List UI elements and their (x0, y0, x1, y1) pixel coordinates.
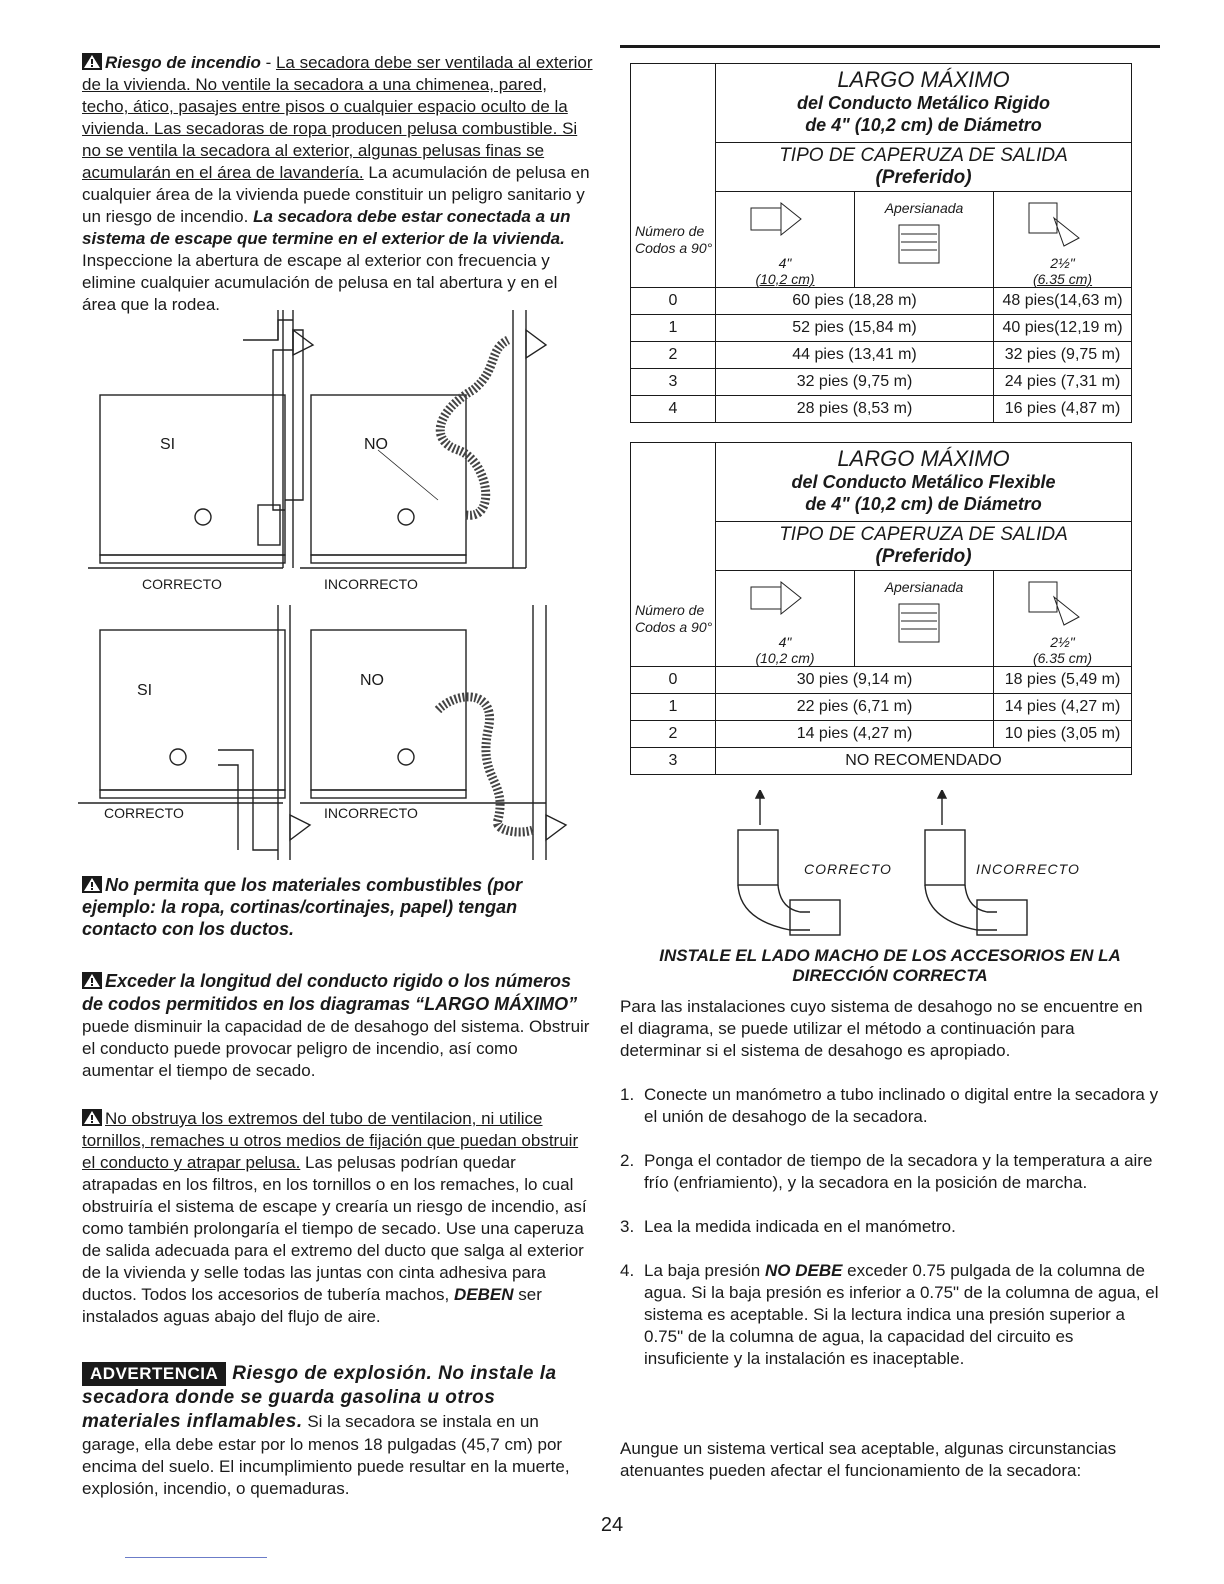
warning-icon (82, 876, 102, 893)
list-item: 4. La baja presión NO DEBE exceder 0.75 pulgada de la columna de agua. Si la baja presión es inferior a 0.75" de la columna de agua, el sistema es aceptable. Si la lectura indica una presión superior a 0.75" de la columna de agua, la capacidad del circuito es insuficiente y la instalación es inaceptable. (620, 1261, 1159, 1368)
fire-risk-text: La acumulación de pelusa en cualquier área de la vivienda puede constituir un peligro sanitario y un riesgo de incendio. (82, 163, 590, 226)
label-incorrecto-2: INCORRECTO (324, 805, 418, 821)
louvered-hood-icon (889, 220, 959, 270)
table1-title: LARGO MÁXIMO (837, 67, 1010, 92)
exceed-text: puede disminuir la capacidad de de desahogo del sistema. Obstruir el conducto puede provocar peligro de incendio, así como aumentar el tiempo de secado. (82, 1017, 590, 1080)
fitting-incorrecto: INCORRECTO (976, 861, 1080, 877)
table2-type: TIPO DE CAPERUZA DE SALIDA (779, 524, 1068, 545)
fire-risk-bold: La secadora debe estar conectada a un sistema de escape que termine en el exterior de la vivienda. (82, 207, 571, 248)
table1-type: TIPO DE CAPERUZA DE SALIDA (779, 145, 1068, 166)
no-obstruct-warning (82, 1108, 594, 1328)
table-row: 3 NO RECOMENDADO (631, 748, 1132, 775)
fire-risk-title: Riesgo de incendio (105, 53, 261, 72)
warning-icon (82, 53, 102, 70)
dryer-shape (100, 395, 285, 555)
hood-cell-louvered (855, 192, 994, 288)
label-si-2: SI (137, 682, 153, 699)
fitting-correcto: CORRECTO (804, 861, 892, 877)
no-combustibles-text: No permita que los materiales combustibles (por ejemplo: la ropa, cortinas/cortinajes, papel) tengan contacto con los ductos. (82, 875, 523, 939)
table-row: 4 28 pies (8,53 m) 16 pies (4,87 m) (631, 396, 1132, 423)
dim-a-2: 4" (778, 634, 792, 650)
table-row: 2 44 pies (13,41 m) 32 pies (9,75 m) (631, 342, 1132, 369)
explosion-warning (82, 1362, 594, 1500)
rigid-duct-table (630, 63, 1132, 423)
hood-cell-a (716, 192, 855, 288)
label-incorrecto-1: INCORRECTO (324, 576, 418, 592)
top-rule (620, 45, 1160, 48)
table-row: 2 14 pies (4,27 m) 10 pies (3,05 m) (631, 721, 1132, 748)
dim-b: 2½" (1050, 255, 1075, 271)
intro-paragraph: Para las instalaciones cuyo sistema de desahogo no se encuentre en el diagrama, se puede utilizar el método a continuación para determinar si el sistema de desahogo es apropiado. (620, 997, 1143, 1060)
steps-list (620, 1084, 1160, 1392)
no-obstruct-bold: DEBEN (454, 1285, 514, 1304)
page-number: 24 (600, 1514, 624, 1536)
table2-pref: (Preferido) (875, 546, 972, 567)
table-row: 0 60 pies (18,28 m) 48 pies(14,63 m) (631, 288, 1132, 315)
table1-pref: (Preferido) (875, 167, 972, 188)
dim-a-cm: (10,2 cm) (755, 271, 815, 287)
fitting-caption: INSTALE EL LADO MACHO DE LOS ACCESORIOS EN LA DIRECCIÓN CORRECTA (659, 946, 1121, 985)
table-row: 0 30 pies (9,14 m) 18 pies (5,49 m) (631, 667, 1132, 694)
separator: - (260, 53, 276, 72)
warning-icon (82, 1109, 102, 1126)
hood-cell-louvered-2 (855, 571, 994, 667)
hood-icon-b-2 (1024, 577, 1094, 627)
advertencia-badge: ADVERTENCIA (82, 1362, 226, 1386)
warning-icon (82, 972, 102, 989)
dim-b-2: 2½" (1050, 634, 1075, 650)
elbows-label-2: Número de Codos a 90° (631, 443, 716, 667)
exceed-bold: Exceder la longitud del conducto rigido o los números de codos permitidos en los diagramas “LARGO MÁXIMO” (82, 971, 578, 1014)
list-item: 1. Conecte un manómetro a tubo inclinado o digital entre la secadora y el unión de desahogo de la secadora. (620, 1085, 1159, 1126)
label-correcto-1: CORRECTO (142, 576, 222, 592)
list-item: 3. Lea la medida indicada en el manómetro. (620, 1217, 956, 1236)
fire-risk-text-2: Inspeccione la abertura de escape al exterior con frecuencia y elimine cualquier acumulación de pelusa en tal abertura y en el área que la rodea. (82, 251, 558, 314)
fire-risk-paragraph (82, 52, 594, 316)
no-obstruct-text: Las pelusas podrían quedar atrapadas en los filtros, en los tornillos o en los remaches, lo cual obstruiría el sistema de escape y crearía un riesgo de incendio, así como también prolongaría el tiempo de secado. Use una caperuza de salida adecuada para el extremo del ducto que salga al exterior de la vivienda y selle todas las juntas con cinta adhesiva para ductos. Todos los accesorios de tubería machos, (82, 1153, 587, 1304)
table1-sub2: de 4" (10,2 cm) de Diámetro (805, 115, 1042, 135)
label-no-1: NO (364, 436, 388, 453)
elbows-label: Número de Codos a 90° (631, 64, 716, 288)
table1-sub1: del Conducto Metálico Rigido (797, 93, 1050, 113)
no-obstruct-underlined: No obstruya los extremos del tubo de ventilacion, ni utilice tornillos, remaches u otros medios de fijación que puedan obstruir el conducto y atrapar pelusa. (82, 1109, 579, 1172)
hood-cell-a-2 (716, 571, 855, 667)
table-row: 1 22 pies (6,71 m) 14 pies (4,27 m) (631, 694, 1132, 721)
hood-cell-b-2 (994, 571, 1132, 667)
label-no-2: NO (360, 672, 384, 689)
no-combustibles-warning (82, 874, 594, 940)
table2-sub2: de 4" (10,2 cm) de Diámetro (805, 494, 1042, 514)
dim-b-cm: (6.35 cm) (1032, 271, 1093, 287)
hood-icon-b (1024, 198, 1094, 248)
louvered-hood-icon-2 (889, 599, 959, 649)
explosion-text: Si la secadora se instala en un garage, ella debe estar por lo menos 18 pulgadas (45,7 cm) por encima del suelo. El incumplimiento puede resultar en la muerte, explosión, incendio, o quemaduras. (82, 1412, 570, 1498)
table-row: 3 32 pies (9,75 m) 24 pies (7,31 m) (631, 369, 1132, 396)
table-row: 1 52 pies (15,84 m) 40 pies(12,19 m) (631, 315, 1132, 342)
table2-sub1: del Conducto Metálico Flexible (791, 472, 1056, 492)
dim-b-cm-2: (6.35 cm) (1032, 650, 1093, 666)
outro-paragraph: Aungue un sistema vertical sea aceptable, algunas circunstancias atenuantes pueden afectar el funcionamiento de la secadora: (620, 1439, 1117, 1480)
table2-title: LARGO MÁXIMO (837, 446, 1010, 471)
footer-rule (125, 1557, 267, 1558)
fire-risk-underlined: La secadora debe ser ventilada al exterior de la vivienda. No ventile la secadora a una chimenea, pared, techo, ático, pasajes entre pisos o cualquier espacio oculto de la vivienda. Las secadoras de ropa producen pelusa combustible. Si no se ventila la secadora al exterior, algunas pelusas finas se acumularán en el área de lavandería. (82, 53, 593, 182)
exceed-warning (82, 970, 594, 1082)
dim-a: 4" (778, 255, 792, 271)
explosion-bold: Riesgo de explosión. No instale la secadora donde se guarda gasolina u otros materiales inflamables. (82, 1363, 557, 1432)
list-item: 2. Ponga el contador de tiempo de la secadora y la temperatura a aire frío (enfriamiento), y la secadora en la posición de marcha. (620, 1151, 1153, 1192)
hood-icon-a (746, 198, 826, 248)
label-correcto-2: CORRECTO (104, 805, 184, 821)
louvered-label: Apersianada (884, 200, 964, 216)
label-si-1: SI (160, 436, 176, 453)
hood-cell-b (994, 192, 1132, 288)
flexible-duct-table (630, 442, 1132, 775)
hood-icon-a-2 (746, 577, 826, 627)
no-obstruct-text-2: ser instalados aguas abajo del flujo de aire. (82, 1285, 542, 1326)
dim-a-cm-2: (10,2 cm) (755, 650, 815, 666)
louvered-label-2: Apersianada (884, 579, 964, 595)
